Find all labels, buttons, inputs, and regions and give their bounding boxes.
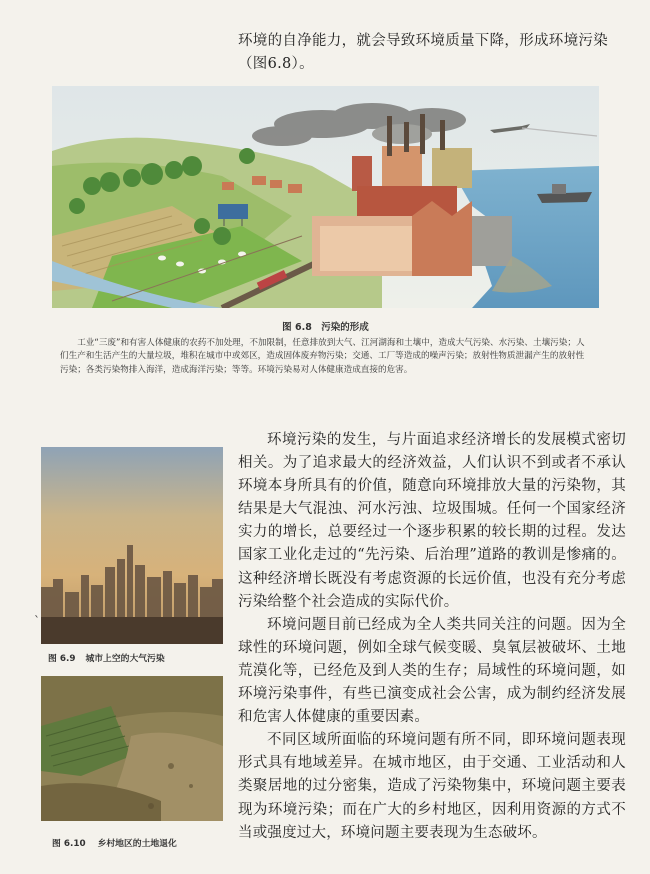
- figure-6-10-number: 图 6.10: [52, 839, 86, 849]
- figure-6-9-title: 城市上空的大气污染: [85, 654, 165, 664]
- margin-mark: `: [34, 614, 40, 628]
- body-text: [238, 429, 626, 845]
- body-paragraph: 环境污染的发生，与片面追求经济增长的发展模式密切相关。为了追求最大的经济效益，人们认识不到或者不承认环境本身所具有的价值，随意向环境排放大量的污染物，其结果是大气混浊、河水污浊、垃圾围城。任何一个国家经济实力的增长，总要经过一个逐步积累的较长期的过程。发达国家工业化走过的“先污染、后治理”道路的教训是惨痛的。这种经济增长既没有考虑资源的长远价值，也没有充分考虑污染给整个社会造成的实际代价。: [238, 432, 626, 610]
- body-paragraph: 环境问题目前已经成为全人类共同关注的问题。因为全球性的环境问题，例如全球气候变暖、臭氧层被破坏、土地荒漠化等，已经危及到人类的生存；局域性的环境问题，如环境污染事件，有些已演变成社会公害，成为制约经济发展和危害人体健康的重要因素。: [238, 616, 626, 726]
- intro-paragraph: 环境的自净能力，就会导致环境质量下降，形成环境污染（图6.8）。: [238, 33, 608, 72]
- figure-6-8-caption-body: 工业“三废”和有害人体健康的农药不加处理，不加限制，任意排放到大气、江河湖海和土壤中，造成大气污染、水污染、土壤污染；人们生产和生活产生的大量垃圾，堆积在城市中或郊区，造成固体废弃物污染；交通、工厂等造成的噪声污染；放射性物质泄漏产生的放射性污染；各类污染物排入海洋，造成海洋污染；等等。环境污染易对人体健康造成直接的危害。: [60, 338, 585, 375]
- figure-6-9-caption: [48, 651, 165, 664]
- body-paragraph: 不同区域所面临的环境问题有所不同，即环境问题表现形式具有地域差异。在城市地区，由于交通、工业活动和人类聚居地的过分密集，造成了污染物集中，环境问题主要表现为环境污染；而在广大的乡村地区，因利用资源的方式不当或强度过大，环境问题主要表现为生态破坏。: [238, 732, 626, 841]
- land-degradation-photo: [41, 676, 223, 821]
- figure-6-8-caption-title: 图 6.8 污染的形成: [282, 322, 369, 333]
- city-smog-photo: [41, 447, 223, 644]
- figure-6-10-caption: [52, 836, 177, 849]
- pollution-illustration: [52, 86, 599, 308]
- figure-6-9-number: 图 6.9: [48, 654, 76, 664]
- figure-6-10-title: 乡村地区的土地退化: [97, 839, 177, 849]
